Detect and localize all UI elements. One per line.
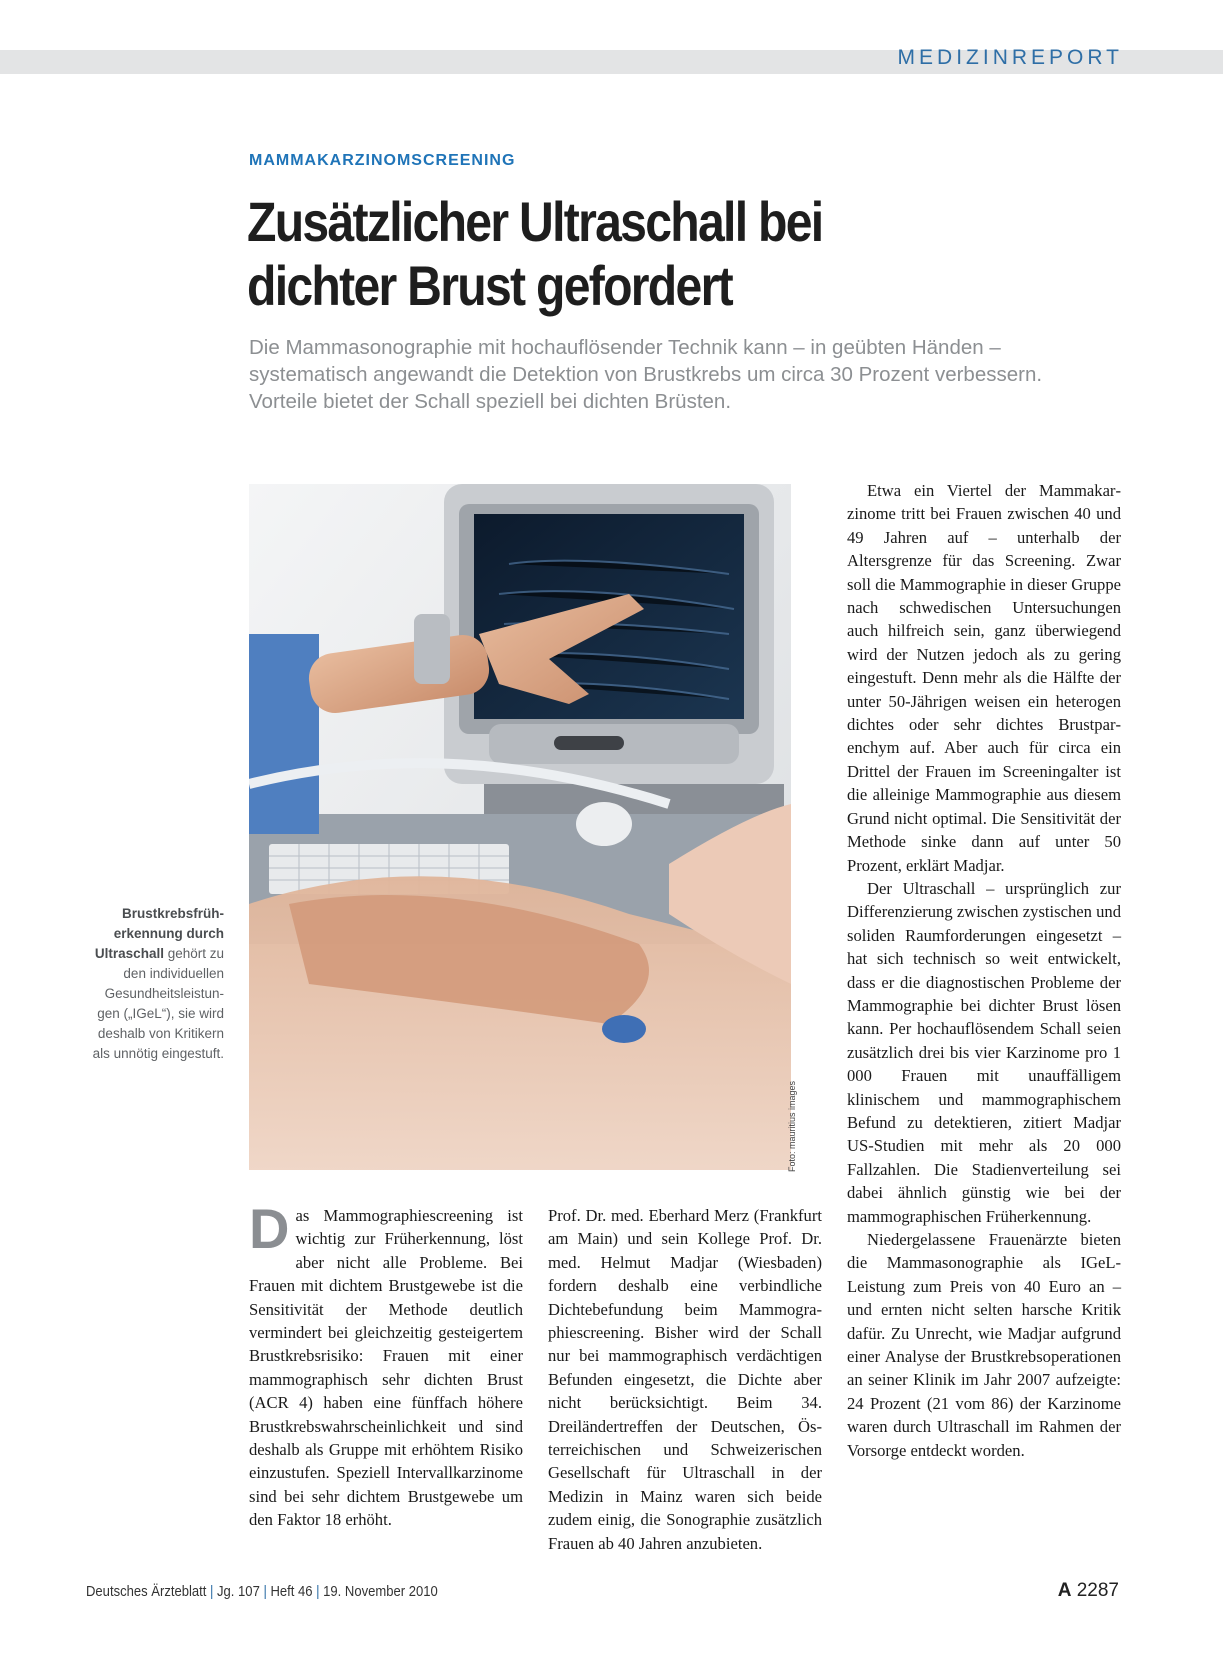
article-headline	[247, 190, 952, 318]
footer-separator: |	[316, 1584, 320, 1600]
body-paragraph	[249, 1197, 523, 1532]
page-footer	[86, 1584, 438, 1600]
body-paragraph: Etwa ein Viertel der Mammakarzinome tritt bei Frauen zwischen 40 und 49 Jahren auf – unterhalb der Altersgrenze für das Screening. Zwar soll die Mammographie in dieser Gruppe nach schwedischen Untersuchungen auch hilfreich sein, ganz überwiegend wird der Nutzen jedoch als zu gering eingestuft. Denn mehr als die Hälfte der unter 50-Jährigen weisen ein heterogen dichtes oder sehr dichtes Brustparenchym auf. Aber auch für circa ein Drittel der Frauen im Screeningalter ist die alleinige Mammographie aus diesem Grund nicht optimal. Die Sensitivität der Methode sinke dann auf unter 50 Prozent, erklärt Madjar.	[847, 481, 1121, 875]
body-column-1	[249, 1197, 523, 1532]
ultrasound-photo-illustration	[249, 484, 791, 1170]
footer-volume: Jg. 107	[217, 1584, 260, 1600]
article-kicker: MAMMAKARZINOMSCREENING	[249, 152, 516, 169]
paragraph-text: as Mammographiescreening ist wichtig zur Früherkennung, löst aber nicht alle Probleme. Bei Frauen mit dichtem Brustgewebe ist die Sensitivität der Methode deutlich vermindert bei gleichzeitig gesteigertem Brustkrebsrisiko: Frauen mit einer mammographisch sehr dichten Brust (ACR 4) haben eine fünffach höhere Brustkrebswahrscheinlichkeit und sind deshalb als Gruppe mit erhöhtem Risiko einzustufen. Speziell Intervallkarzinome sind bei sehr dichtem Brustgewebe um den Faktor 18 erhöht.	[249, 1206, 523, 1530]
footer-separator: |	[210, 1584, 214, 1600]
body-paragraph: Prof. Dr. med. Eberhard Merz (Frankfurt am Main) und sein Kollege Prof. Dr. med. Helmut Madjar (Wiesbaden) fordern deshalb eine verbindliche Dichtebefundung beim Mammographiescreening. Bisher wird der Schall nur bei mammographisch verdächtigen Befunden eingesetzt, die Dichte aber nicht berücksichtigt. Beim 34. Dreiländertreffen der Deutschen, Österreichischen und Schweizerischen Gesellschaft für Ultraschall in der Medizin in Mainz waren sich beide zudem einig, die Sonographie zusätzlich Frauen ab 40 Jahren anzubieten.	[548, 1206, 822, 1553]
caption-bold: Brustkrebsfrüherkennung durch Ultraschall	[94, 906, 224, 961]
headline-line-2: dichter Brust gefordert	[247, 254, 732, 317]
caption-text: gehört zu den individuellen Gesundheitsleistungen („IGeL“), sie wird deshalb von Kritikern als unnötig eingestuft.	[92, 946, 224, 1061]
footer-separator: |	[263, 1584, 267, 1600]
article-lede: Die Mammasonographie mit hochauflösender Technik kann – in geübten Händen – systematisch angewandt die Detektion von Brustkrebs um circa 30 Prozent verbessern. Vorteile bietet der Schall speziell bei dichten Brüsten.	[249, 336, 1043, 413]
page-digits: 2287	[1076, 1580, 1119, 1601]
photo-caption	[90, 904, 224, 1064]
footer-issue: Heft 46	[270, 1584, 313, 1600]
ultrasound-photo	[249, 484, 791, 1170]
body-column-2	[548, 1204, 822, 1555]
page-number	[1058, 1580, 1119, 1602]
footer-journal: Deutsches Ärzteblatt	[86, 1584, 207, 1600]
footer-date: 19. November 2010	[323, 1584, 438, 1600]
body-column-3	[847, 479, 1121, 1462]
body-paragraph: Der Ultraschall – ursprünglich zur Differenzierung zwischen zystischen und soliden Raumforderungen eingesetzt – hat sich technisch so weit entwickelt, dass er die diagnostischen Probleme der Mammographie bei dichter Brust lösen kann. Per hochauflösendem Schall seien zusätzlich drei bis vier Karzinome pro 1 000 Frauen mit unauffälligem klinischem und mammographischem Befund zu detektieren, zitiert Madjar US-Studien mit mehr als 20 000 Fallzahlen. Die Stadienverteilung sei dabei ähnlich günstig wie bei der mammographischen Früherkennung.	[847, 878, 1121, 1226]
body-paragraph: Niedergelassene Frauenärzte bieten die Mammasonographie als IGeL-Leistung zum Preis von 40 Euro an – und ernten nicht selten harsche Kritik dafür. Zu Unrecht, wie Madjar aufgrund einer Analyse der Brustkrebsoperationen an seiner Klinik im Jahr 2007 aufzeigte: 24 Prozent (21 vom 86) der Karzinome waren durch Ultraschall im Rahmen der Vorsorge entdeckt worden.	[847, 1230, 1121, 1460]
photo-credit: Foto: mauritius images	[787, 1080, 797, 1172]
section-label: MEDIZINREPORT	[897, 46, 1123, 69]
drop-cap: D	[249, 1197, 290, 1260]
headline-line-1: Zusätzlicher Ultraschall bei	[247, 190, 823, 253]
page-letter: A	[1057, 1580, 1072, 1601]
